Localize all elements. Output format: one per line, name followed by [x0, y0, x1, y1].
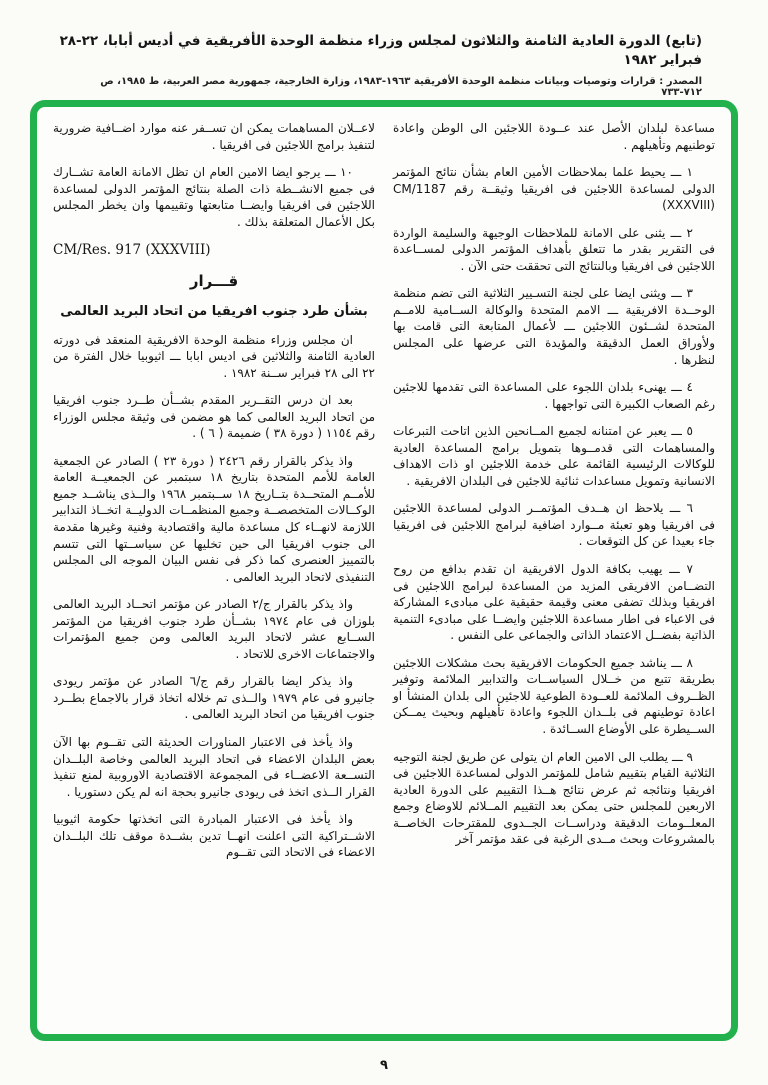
- header-source: المصدر : قرارات وتوصيات وبيانات منظمة الوحدة الأفريقية ١٩٦٣-١٩٨٣، وزارة الخارجية، جمهورية مصر العربية، ط ١٩٨٥، ص ٧١٢-٧٣٣: [100, 75, 702, 98]
- paragraph: ١٠ ـــ يرجو ايضا الامين العام ان تظل الامانة العامة تشــارك فى جميع الانشــطة ذات الصلة بنتائج المؤتمر الدولى لمساعدة اللاجئين فى افريقيا وايضــا متابعتها وتقييمها وان يخطر المجلس بكل الأعمال المتعلقة بذلك .: [53, 165, 375, 229]
- resolution-subject: بشأن طرد جنوب افريقيا من اتحاد البريد العالمى: [60, 303, 368, 319]
- page-header: [56, 32, 702, 98]
- paragraph: ٨ ـــ يناشد جميع الحكومات الافريقية بحث مشكلات اللاجئين بطريقة تتبع من خــلال السياســات والتدابير الملائمة وتوفير الظــروف الملائمة للعــودة الطوعية للاجئين الى بلدان المنشأ او اعادة توطينهم فى بلــدان اللجوء واعادة تأهيلهم وبحيث يمــكن الســيطرة على الأوضاع الســائدة .: [393, 655, 715, 736]
- column-right: [393, 120, 715, 1022]
- paragraph: ٦ ـــ يلاحظ ان هــدف المؤتمــر الدولى لمساعدة اللاجئين فى افريقيا وهو تعبئة مــوارد اضافية لبرامج اللاجئين فى افريقيا جاء بعيدا عن كل التوقعات .: [393, 501, 715, 549]
- paragraph: واذ يذكر بالقرار ج/٢ الصادر عن مؤتمر اتحــاد البريد العالمى بلوزان فى عام ١٩٧٤ بشــأن طرد جنوب افريقيا من المؤتمر الســابع عشر لاتحاد البريد العالمى ومن جميع المؤتمرات والاجتماعات الاخرى للاتحاد .: [53, 597, 376, 661]
- paragraph: لاعــلان المساهمات يمكن ان تســفر عنه موارد اضــافية ضرورية لتنفيذ برامج اللاجئين فى افريقيا .: [53, 121, 375, 152]
- page-number: ٩: [380, 1058, 388, 1073]
- paragraph: ٤ ـــ يهنىء بلدان اللجوء على المساعدة التى تقدمها للاجئين رغم الصعاب الكبيرة التى تواجهها .: [393, 380, 715, 411]
- paragraph: ان مجلس وزراء منظمة الوحدة الافريقية المنعقد فى دورته العادية الثامنة والثلاثين فى اديس ابابا ـــ اثيوبيا خلال الفترة من ٢٢ الى ٢٨ فبراير ســنة ١٩٨٢ .: [53, 332, 375, 380]
- paragraph: ٧ ـــ يهيب بكافة الدول الافريقية ان تقدم بدافع من روح التضــامن الافريقى المزيد من المساعدة لبرامج اللاجئين فى افريقيا وبذلك تضفى معنى وقيمة حقيقية على مبادىء المشاركة فى الاعباء فى اطار مساعدة اللاجئين وايضــا على مبادىء التنمية الذاتية بفضــل الاعتماد الذاتى والجماعى على النفس .: [393, 562, 715, 643]
- column-left: [53, 120, 375, 1022]
- paragraph: ٢ ـــ يثنى على الامانة للملاحظات الوجيهة والسليمة الواردة فى التقرير بقدر ما تتعلق بأهداف المؤتمر الدولى لمســاعدة اللاجئين فى افريقيا وبالنتائج التى تحققت حتى الآن .: [393, 225, 715, 273]
- paragraph: ٩ ـــ يطلب الى الامين العام ان يتولى عن طريق لجنة التوجيه الثلاثية القيام بتقييم شامل للمؤتمر الدولى لمساعدة اللاجئين فى افريقيا ونتائجه ثم عرض نتائج هــذا التقييم على الدورة العادية الاربعين للمجلس حتى يمكن بعد التقييم المــلائم للاوضاع وجمع المعلــومات الدقيقة ودراســات الجــدوى للمقترحات الخاصــة بالمشروعات وبحث مــدى الرغبة فى عقد مؤتمر آخر: [393, 749, 715, 847]
- paragraph: بعد ان درس التقــرير المقدم بشــأن طــرد جنوب افريقيا من اتحاد البريد العالمى كما هو مضمن فى وثيقة مجلس الوزراء رقم ١١٥٤ ( دورة ٣٨ ) ضميمة ( ٦ ) .: [53, 393, 375, 441]
- resolution-code: CM/Res. 917 (XXXVIII): [53, 242, 211, 259]
- paragraph: واذ يذكر ايضا بالقرار رقم ج/٦ الصادر عن مؤتمر ريودى جانيرو فى عام ١٩٧٩ والــذى تم خلاله اتخاذ قرار بالاجماع بطــرد جنوب افريقيا من اتحاد البريد العالمى .: [53, 674, 375, 722]
- paragraph: واذ يأخذ فى الاعتبار المناورات الحديثة التى تقــوم بها الآن بعض البلدان الاعضاء فى اتحاد البريد العالمى وخاصة البلــدان التســعة الاعضــاء فى المجموعة الاقتصادية الاوروبية لمنع تنفيذ القرار الــذى اتخذ فى ريودى جانيرو بحجة انه لم يكن دستوريا .: [53, 735, 375, 799]
- paragraph: واذ يأخذ فى الاعتبار المبادرة التى اتخذتها حكومة اثيوبيا الاشــتراكية التى اعلنت انهــا تدين بشــدة موقف تلك البلــدان الاعضاء فى الاتحاد التى تقــوم: [53, 812, 375, 860]
- resolution-heading: قـــرار: [189, 271, 239, 290]
- paragraph: ٣ ـــ ويثنى ايضا على لجنة التسـيير الثلاثية التى تضم منظمة الوحــدة الافريقية ـــ الامم المتحدة والوكالة الســامية للامــم المتحدة لشــئون اللاجئين ـــ لأعمال المتابعة التى قامت بها ولأوراق العمل الدقيقة والمؤيدة التى عرضها على المجلس لنظرها .: [393, 286, 715, 367]
- paragraph: مساعدة لبلدان الأصل عند عــودة اللاجئين الى الوطن واعادة توطنيهم وتأهيلهم .: [393, 121, 715, 152]
- paragraph: واذ يذكر بالقرار رقم ٢٤٢٦ ( دورة ٢٣ ) الصادر عن الجمعية العامة للأمم المتحدة بتاريخ ١٨ سبتمبر عن الجمعيــة العامة للأمــم المتحــدة بتــاريخ ١٨ ســبتمبر ١٩٦٨ والــذى يناشــد جميع الوكــالات المتخصصــة وجميع المنظمــات الدوليــة اتخــاذ التدابير اللازمة لانهــاء كل مساعدة مالية واقتصادية وفنية وغيرها مقدمة الى جنوب افريقيا الى حين تخليها عن سياســتها التى تتسم بالتمييز العنصرى كما ذكر فى نفس البيان الموجه الى المجلس التنفيذى لاتحاد البريد العالمى .: [53, 453, 375, 584]
- paragraph: ١ ـــ يحيط علما بملاحظات الأمين العام بشأن نتائج المؤتمر الدولى لمساعدة اللاجئين فى افريقيا وثيقــة رقم CM/1187 (XXXVIII): [393, 165, 715, 213]
- header-title: (تابع) الدورة العادية الثامنة والثلاثون لمجلس وزراء منظمة الوحدة الأفريقية في أديس أبابا، ٢٢-٢٨ فبراير ١٩٨٢: [59, 33, 702, 68]
- content-frame: [30, 100, 738, 1041]
- paragraph: ٥ ـــ يعبر عن امتنانه لجميع المــانحين الذين اتاحت التبرعات والمساهمات التى قدمــوها بتمويل برامج المساعدة العادية للوكالات الرئيسية القائمة على خدمة اللاجئين او ذات الاهداف الانسانية وتمويل مساعدات ثنائية للاجئين فى البلدان الافريقية .: [393, 424, 715, 488]
- two-column-text: [53, 120, 715, 1022]
